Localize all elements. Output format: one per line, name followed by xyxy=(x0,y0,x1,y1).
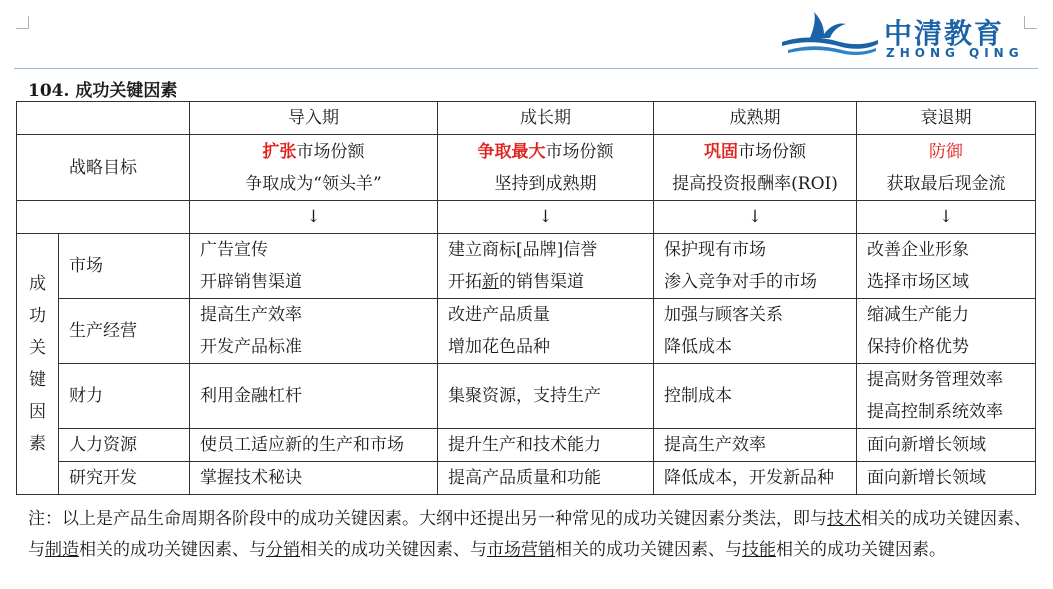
header-empty-cell xyxy=(17,102,190,135)
factor-cell: 提高产品质量和功能 xyxy=(438,462,654,495)
strategy-cell: 巩固市场份额 提高投资报酬率(ROI) xyxy=(654,135,857,201)
factor-row-rnd xyxy=(17,462,1036,495)
header-divider xyxy=(14,68,1038,69)
header-row xyxy=(17,102,1036,135)
logo-english-text: ZHONG QING xyxy=(886,46,1024,60)
header-intro: 导入期 xyxy=(190,102,438,135)
factor-cell: 提升生产和技术能力 xyxy=(438,429,654,462)
logo-chinese-text: 中清教育 xyxy=(884,17,1005,50)
strategy-label: 战略目标 xyxy=(17,135,190,201)
underlined-term: 分销 xyxy=(266,540,300,560)
factor-cell: 加强与顾客关系 降低成本 xyxy=(654,299,857,364)
factor-cell: 控制成本 xyxy=(654,364,857,429)
row-label: 人力资源 xyxy=(59,429,190,462)
strategy-row xyxy=(17,135,1036,201)
factor-row-operations xyxy=(17,299,1036,364)
underlined-term: 制造 xyxy=(45,540,79,560)
strategy-cell: 扩张市场份额 争取成为“领头羊” xyxy=(190,135,438,201)
factor-cell: 保护现有市场 渗入竞争对手的市场 xyxy=(654,234,857,299)
down-arrow-icon: ↓ xyxy=(438,201,654,234)
row-label: 研究开发 xyxy=(59,462,190,495)
arrow-row xyxy=(17,201,1036,234)
underlined-term: 技术 xyxy=(827,509,861,529)
factor-cell: 提高生产效率 xyxy=(654,429,857,462)
factor-row-market xyxy=(17,234,1036,299)
factor-cell: 降低成本，开发新品种 xyxy=(654,462,857,495)
factor-cell: 广告宣传 开辟销售渠道 xyxy=(190,234,438,299)
down-arrow-icon: ↓ xyxy=(190,201,438,234)
factor-cell: 缩减生产能力 保持价格优势 xyxy=(857,299,1036,364)
factor-cell: 提高财务管理效率 提高控制系统效率 xyxy=(857,364,1036,429)
header-maturity: 成熟期 xyxy=(654,102,857,135)
factor-row-finance xyxy=(17,364,1036,429)
factor-cell: 掌握技术秘诀 xyxy=(190,462,438,495)
factor-cell: 改善企业形象 选择市场区域 xyxy=(857,234,1036,299)
factor-cell: 改进产品质量 增加花色品种 xyxy=(438,299,654,364)
factor-cell: 集聚资源，支持生产 xyxy=(438,364,654,429)
key-factors-table xyxy=(16,101,1036,495)
underlined-term: 技能 xyxy=(742,540,776,560)
down-arrow-icon: ↓ xyxy=(654,201,857,234)
factor-row-hr xyxy=(17,429,1036,462)
page-corner-mark xyxy=(16,16,29,29)
side-label-key-factors: 成 功 关 键 因 素 xyxy=(17,234,59,495)
row-label: 财力 xyxy=(59,364,190,429)
underlined-term: 市场营销 xyxy=(487,540,555,560)
factor-cell: 面向新增长领域 xyxy=(857,462,1036,495)
factor-cell: 提高生产效率 开发产品标准 xyxy=(190,299,438,364)
section-title: 104. 成功关键因素 xyxy=(28,81,178,101)
factor-cell: 面向新增长领域 xyxy=(857,429,1036,462)
header-growth: 成长期 xyxy=(438,102,654,135)
factor-cell: 使员工适应新的生产和市场 xyxy=(190,429,438,462)
down-arrow-icon: ↓ xyxy=(857,201,1036,234)
whale-tail-wave-logo-icon xyxy=(780,10,880,60)
row-label: 生产经营 xyxy=(59,299,190,364)
header-decline: 衰退期 xyxy=(857,102,1036,135)
factor-cell: 利用金融杠杆 xyxy=(190,364,438,429)
row-label: 市场 xyxy=(59,234,190,299)
arrow-empty-cell xyxy=(17,201,190,234)
strategy-cell: 争取最大市场份额 坚持到成熟期 xyxy=(438,135,654,201)
brand-logo xyxy=(780,8,1050,62)
factor-cell: 建立商标[品牌]信誉 开拓新的销售渠道 xyxy=(438,234,654,299)
strategy-cell: 防御 获取最后现金流 xyxy=(857,135,1036,201)
footnote: 注：以上是产品生命周期各阶段中的成功关键因素。大纲中还提出另一种常见的成功关键因素分类法，即与技术相关的成功关键因素、与制造相关的成功关键因素、与分销相关的成功关键因素、与市场营销相关的成功关键因素、与技能相关的成功关键因素。 xyxy=(28,509,1031,560)
